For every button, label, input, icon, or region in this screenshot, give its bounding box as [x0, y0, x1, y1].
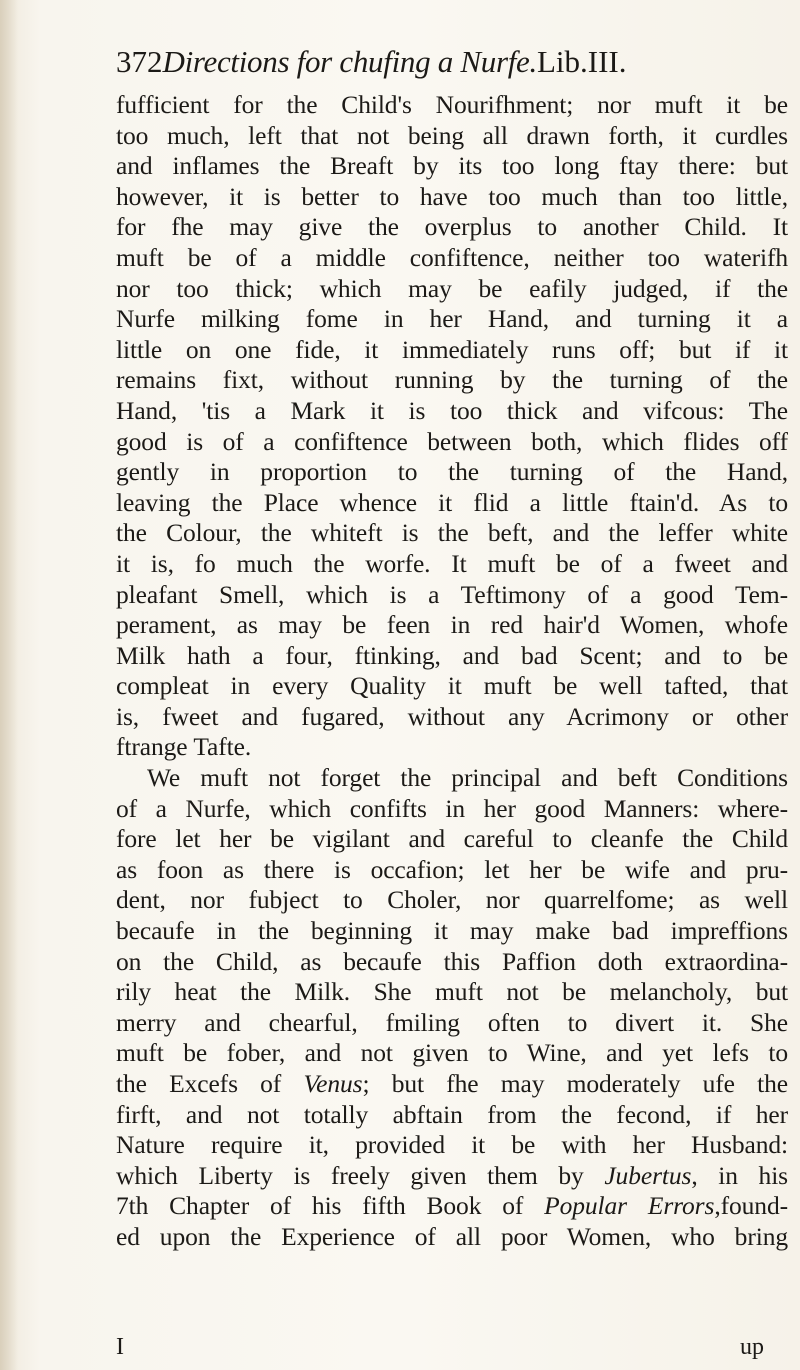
text-line: nor too thick; which may be eafily judged, if the: [116, 273, 788, 303]
text-line: fore let her be vigilant and careful to cleanfe the Child: [116, 824, 788, 854]
text-line: it is, fo much the worfe. It muft be of a fweet and: [116, 548, 788, 578]
page-body: [116, 90, 788, 1253]
book-section: Lib.III.: [536, 44, 627, 79]
page-edge-shadow: [0, 0, 18, 1370]
signature-mark: I: [116, 1334, 124, 1360]
text-line: pleafant Smell, which is a Teftimony of a good Tem-: [116, 579, 788, 609]
text-line: fufficient for the Child's Nourifhment; nor muft it be: [116, 90, 788, 119]
text-line: little on one fide, it immediately runs off; but if it: [116, 334, 788, 364]
text-line: and inflames the Breaft by its too long ftay there: but: [116, 151, 788, 181]
text-line: too much, left that not being all drawn forth, it curdles: [116, 120, 788, 150]
text-line: muft be of a middle confiftence, neither too waterifh: [116, 242, 788, 272]
text-line: good is of a confiftence between both, which flides off: [116, 426, 788, 456]
text-line: ed upon the Experience of all poor Women, who bring: [116, 1221, 788, 1251]
text-line: which Liberty is freely given them by Jubertus, in his: [116, 1160, 788, 1190]
text-line: of a Nurfe, which confifts in her good Manners: where-: [116, 793, 788, 823]
text-line: Nurfe milking fome in her Hand, and turning it a: [116, 304, 788, 334]
text-line: for fhe may give the overplus to another Child. It: [116, 212, 788, 242]
text-line: becaufe in the beginning it may make bad impreffions: [116, 916, 788, 946]
text-line: Hand, 'tis a Mark it is too thick and vifcous: The: [116, 395, 788, 425]
text-line: Nature require it, provided it be with her Husband:: [116, 1130, 788, 1160]
text-line: Milk hath a four, ftinking, and bad Scent; and to be: [116, 640, 788, 670]
text-line: firft, and not totally abftain from the fecond, if her: [116, 1099, 788, 1129]
text-line: the Colour, the whiteft is the beft, and the leffer white: [116, 518, 788, 548]
text-line: ftrange Tafte.: [116, 732, 252, 762]
text-line: muft be fober, and not given to Wine, and yet lefs to: [116, 1038, 788, 1068]
catchword: up: [740, 1334, 764, 1360]
paragraph-start-line: We muft not forget the principal and beft Conditions: [147, 763, 788, 793]
text-line: the Excefs of Venus; but fhe may moderately ufe the: [116, 1069, 788, 1098]
text-line: leaving the Place whence it flid a little ftain'd. As to: [116, 487, 788, 517]
running-title: Directions for chufing a Nurfe.: [162, 44, 537, 79]
page-number: 372: [116, 44, 163, 79]
text-line: dent, nor fubject to Choler, nor quarrelfome; as well: [116, 885, 788, 915]
text-line: merry and chearful, fmiling often to divert it. She: [116, 1007, 788, 1037]
text-line: compleat in every Quality it muft be well tafted, that: [116, 671, 788, 701]
text-line: 7th Chapter of his fifth Book of Popular Errors,found-: [116, 1191, 788, 1221]
running-header: [116, 44, 776, 88]
text-line: perament, as may be feen in red hair'd Women, whofe: [116, 610, 788, 640]
text-line: however, it is better to have too much than too little,: [116, 181, 788, 211]
text-line: rily heat the Milk. She muft not be melancholy, but: [116, 977, 788, 1007]
text-line: remains fixt, without running by the turning of the: [116, 365, 788, 395]
text-line: as foon as there is occafion; let her be wife and pru-: [116, 854, 788, 884]
text-line: is, fweet and fugared, without any Acrimony or other: [116, 701, 788, 731]
text-line: on the Child, as becaufe this Paffion doth extraordina-: [116, 946, 788, 976]
text-line: gently in proportion to the turning of the Hand,: [116, 457, 788, 487]
